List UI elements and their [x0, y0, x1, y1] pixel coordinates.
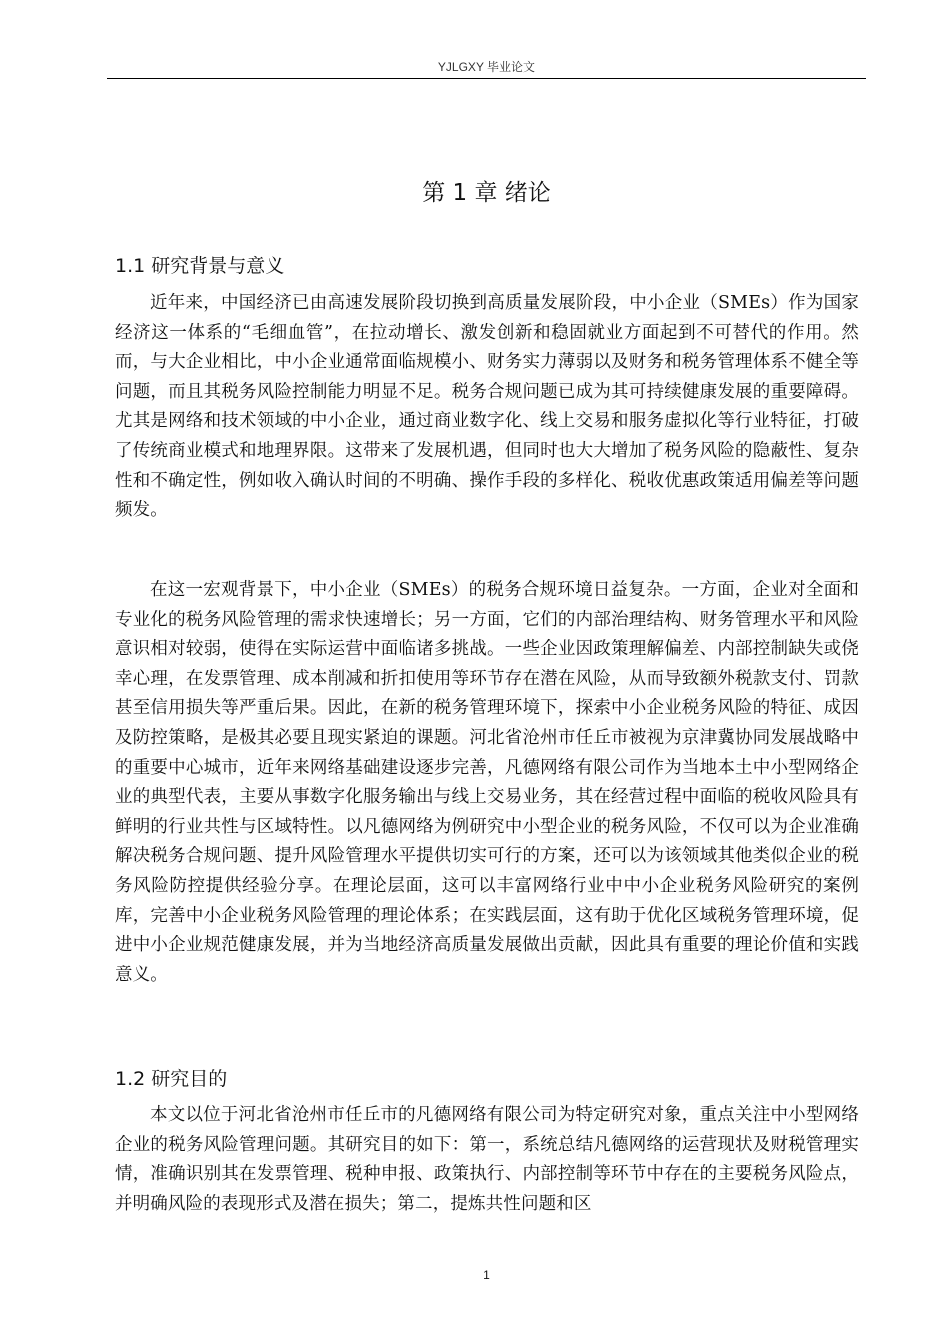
paragraph-background-2: 在这一宏观背景下，中小企业（SMEs）的税务合规环境日益复杂。一方面，企业对全面和专业化的税务风险管理的需求快速增长；另一方面，它们的内部治理结构、财务管理水平和风险意识相对较弱，使得在实际运营中面临诸多挑战。一些企业因政策理解偏差、内部控制缺失或侥幸心理，在发票管理、成本削减和折扣使用等环节存在潜在风险，从而导致额外税款支付、罚款甚至信用损失等严重后果。因此，在新的税务管理环境下，探索中小企业税务风险的特征、成因及防控策略，是极其必要且现实紧迫的课题。河北省沧州市任丘市被视为京津冀协同发展战略中的重要中心城市，近年来网络基础建设逐步完善，凡德网络有限公司作为当地本土中小型网络企业的典型代表，主要从事数字化服务输出与线上交易业务，其在经营过程中面临的税收风险具有鲜明的行业共性与区域特性。以凡德网络为例研究中小型企业的税务风险，不仅可以为企业准确解决税务合规问题、提升风险管理水平提供切实可行的方案，还可以为该领域其他类似企业的税务风险防控提供经验分享。在理论层面，这可以丰富网络行业中中小企业税务风险研究的案例库，完善中小企业税务风险管理的理论体系；在实践层面，这有助于优化区域税务管理环境，促进中小企业规范健康发展，并为当地经济高质量发展做出贡献，因此具有重要的理论价值和实践意义。 — [115, 580, 859, 985]
header-rule — [107, 78, 866, 79]
paragraph-purpose-1: 本文以位于河北省沧州市任丘市的凡德网络有限公司为特定研究对象，重点关注中小型网络企业的税务风险管理问题。其研究目的如下：第一，系统总结凡德网络的运营现状及财税管理实情，准确识别其在发票管理、税种申报、政策执行、内部控制等环节中存在的主要税务风险点，并明确风险的表现形式及潜在损失；第二，提炼共性问题和区 — [115, 1105, 859, 1214]
section-heading-1-1: 1.1 研究背景与意义 — [115, 255, 285, 277]
paragraph-background-1: 近年来，中国经济已由高速发展阶段切换到高质量发展阶段，中小企业（SMEs）作为国家经济这一体系的“毛细血管”，在拉动增长、激发创新和稳固就业方面起到不可替代的作用。然而，与大企业相比，中小企业通常面临规模小、财务实力薄弱以及财务和税务管理体系不健全等问题，而且其税务风险控制能力明显不足。税务合规问题已成为其可持续健康发展的重要障碍。尤其是网络和技术领域的中小企业，通过商业数字化、线上交易和服务虚拟化等行业特征，打破了传统商业模式和地理界限。这带来了发展机遇，但同时也大大增加了税务风险的隐蔽性、复杂性和不确定性，例如收入确认时间的不明确、操作手段的多样化、税收优惠政策适用偏差等问题频发。 — [115, 293, 859, 521]
running-header: YJLGXY 毕业论文 — [437, 60, 536, 74]
section-heading-1-2: 1.2 研究目的 — [115, 1068, 228, 1090]
chapter-title: 第 1 章 绪论 — [422, 180, 551, 206]
page-number: 1 — [483, 1268, 490, 1282]
